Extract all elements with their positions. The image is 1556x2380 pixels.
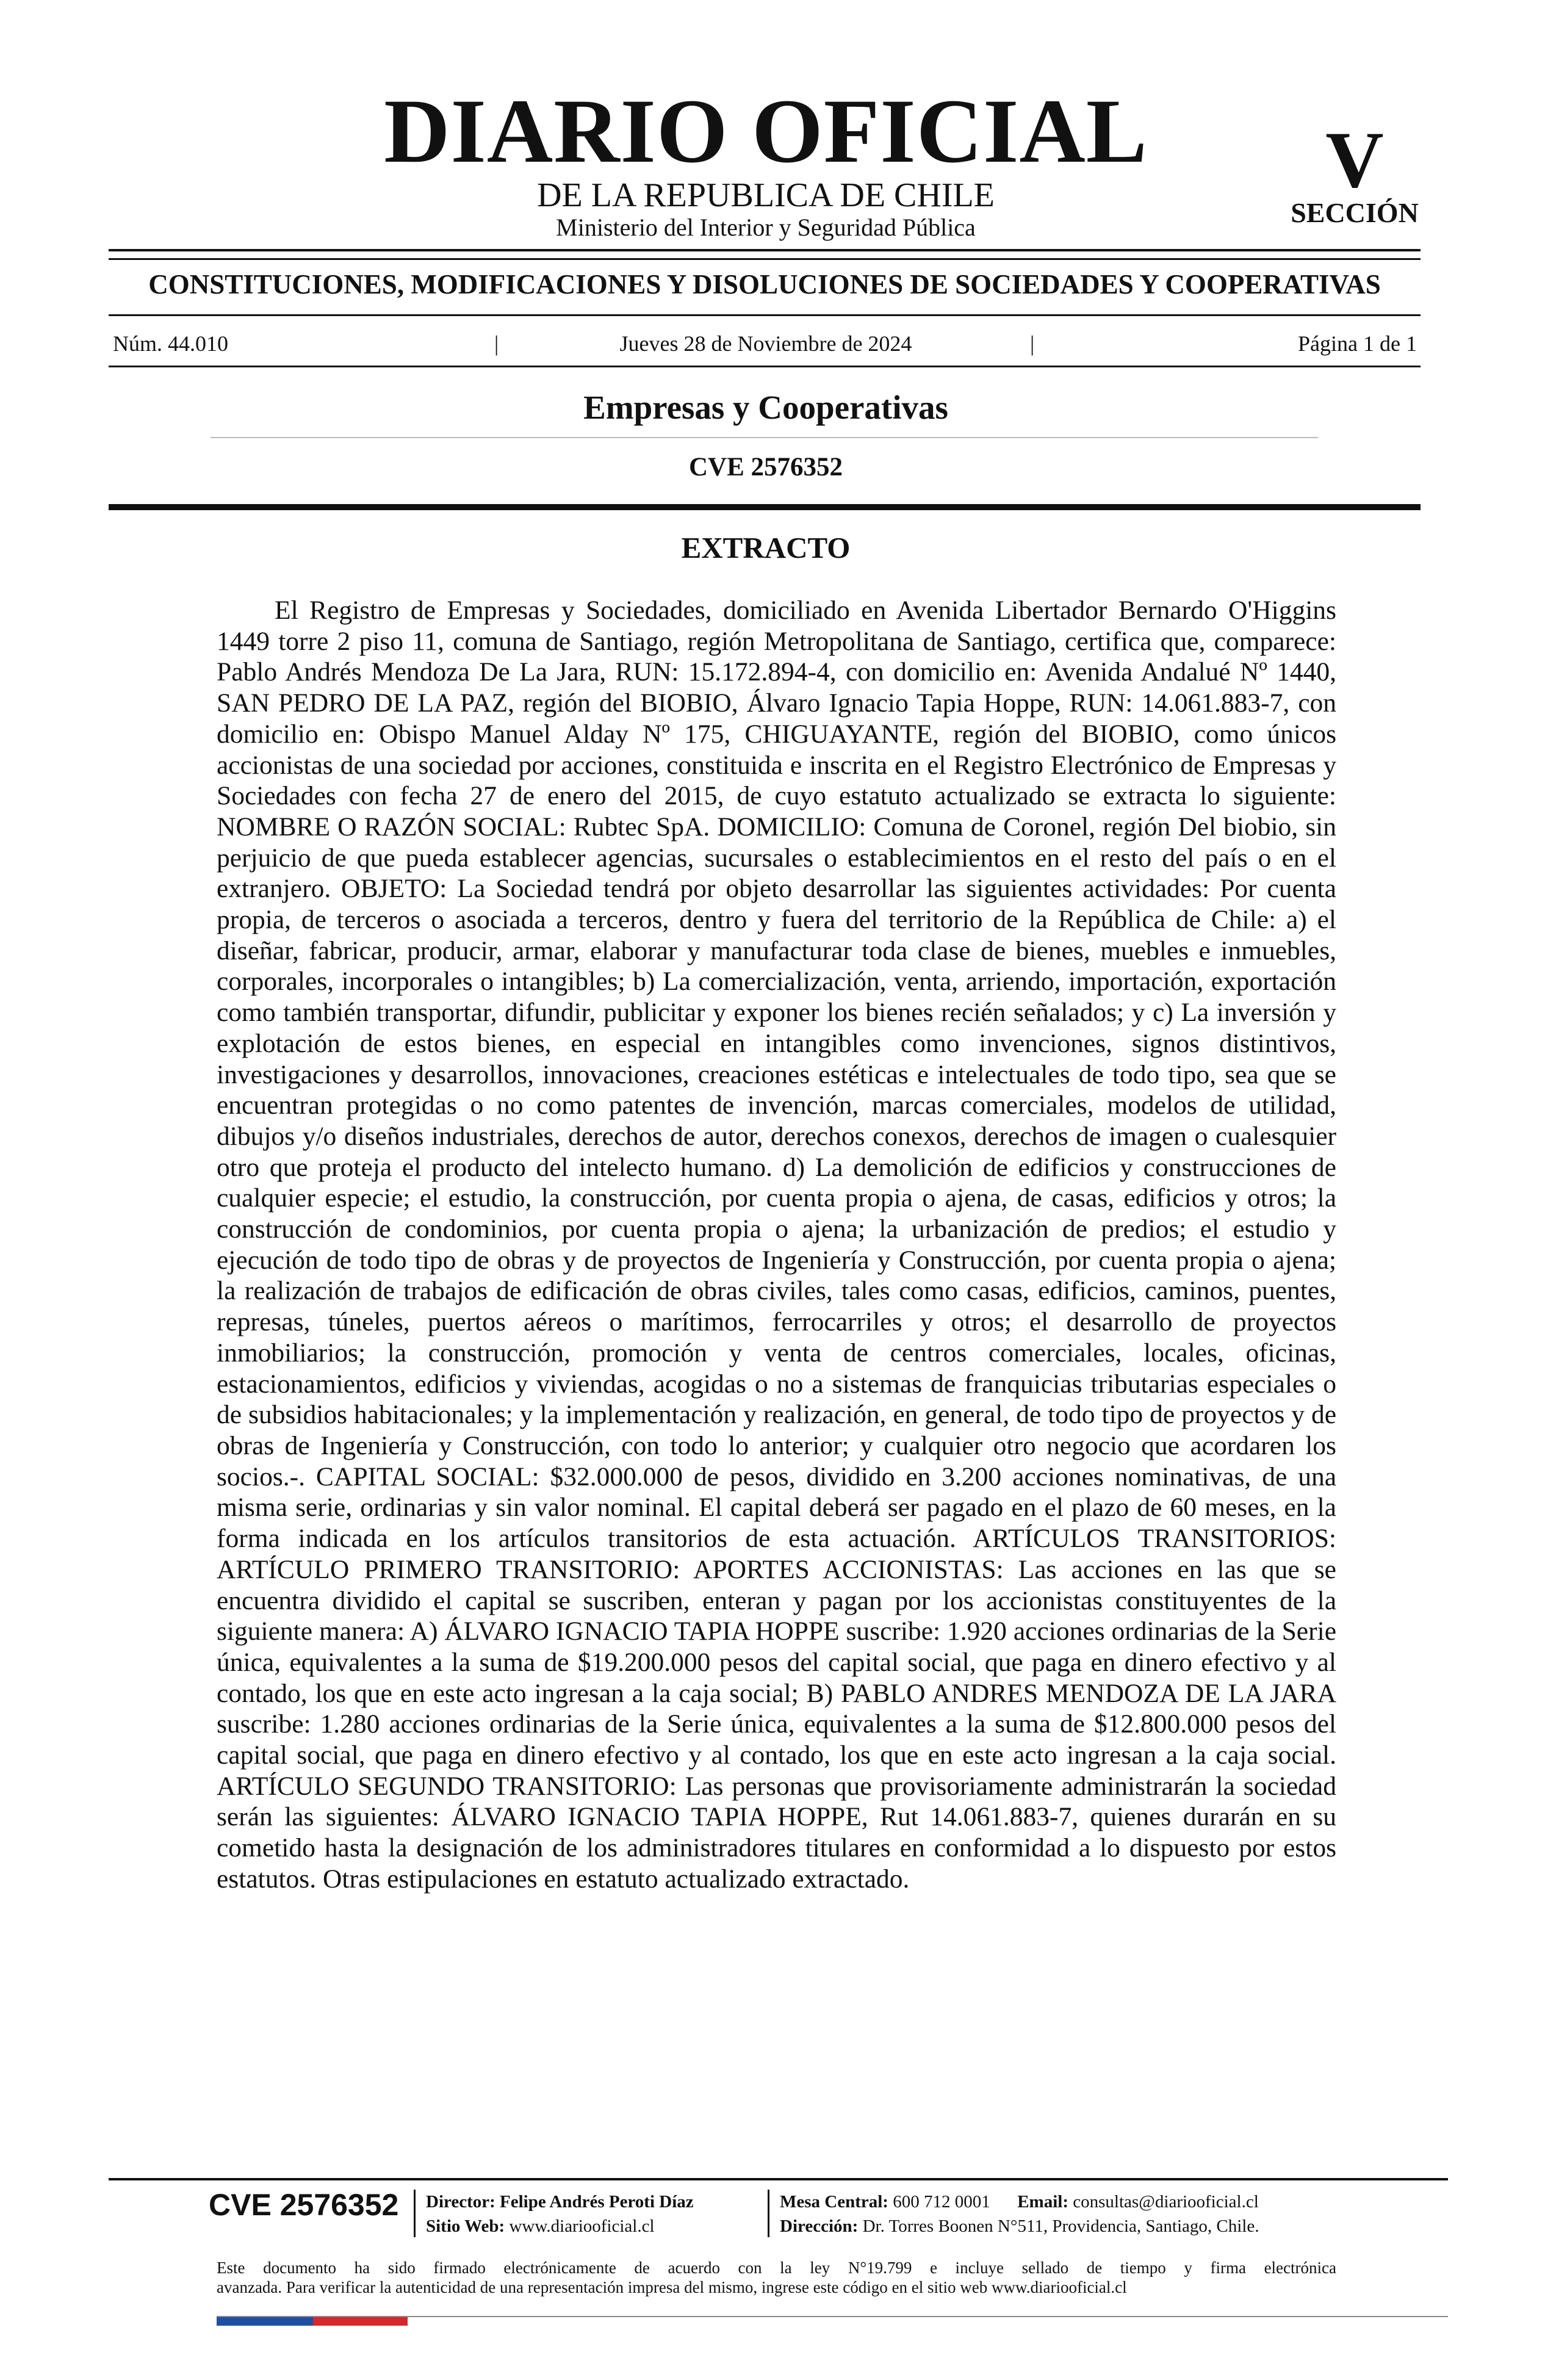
- section-heading: CONSTITUCIONES, MODIFICACIONES Y DISOLUCIONES DE SOCIEDADES Y COOPERATIVAS: [148, 269, 1381, 300]
- flag-bar-red: [313, 2317, 408, 2326]
- section-heading-rule-top: [109, 258, 1421, 260]
- footer-phone-value: 600 712 0001: [893, 2192, 990, 2212]
- footer-divider: [768, 2190, 769, 2237]
- footer-legal-line-1: Este documento ha sido firmado electrónicamente de acuerdo con la ley N°19.799 e incluye sellado de tiempo y firma electrónica: [217, 2259, 1336, 2277]
- footer-director: [426, 2193, 694, 2211]
- extract-title: EXTRACTO: [681, 531, 851, 564]
- footer-website-link[interactable]: www.diariooficial.cl: [509, 2216, 655, 2236]
- section-number: V: [1325, 115, 1384, 204]
- category-rule: [211, 437, 1318, 438]
- footer-email-link[interactable]: consultas@diariooficial.cl: [1073, 2192, 1259, 2212]
- footer-phone-label: Mesa Central:: [780, 2192, 888, 2212]
- footer-website-label: Sitio Web:: [426, 2216, 505, 2236]
- category-title: Empresas y Cooperativas: [583, 389, 948, 426]
- cve-code: CVE 2576352: [688, 453, 843, 481]
- flag-bar-blue: [217, 2317, 313, 2326]
- footer-legal-line-2: avanzada. Para verificar la autenticidad de una representación impresa del mismo, ingrese este código en el sitio web www.diariooficial.cl: [217, 2278, 1127, 2296]
- masthead-subtitle: DE LA REPUBLICA DE CHILE: [537, 176, 995, 214]
- issue-number: Núm. 44.010: [113, 331, 228, 356]
- masthead-title: DIARIO OFICIAL: [384, 81, 1148, 182]
- page-indicator: Página 1 de 1: [1298, 331, 1417, 356]
- footer-director-label: Director:: [426, 2192, 495, 2212]
- footer-contact: [780, 2193, 1259, 2211]
- footer-rule: [109, 2178, 1448, 2180]
- footer-cve-code: CVE 2576352: [209, 2188, 399, 2222]
- footer-divider: [414, 2190, 416, 2237]
- issue-date: Jueves 28 de Noviembre de 2024: [619, 331, 912, 356]
- footer-website: [426, 2218, 655, 2235]
- extract-body: El Registro de Empresas y Sociedades, domiciliado en Avenida Libertador Bernardo O'Higgins 1449 torre 2 piso 11, comuna de Santiago, región Metropolitana de Santiago, certifica que, comparece: Pablo Andrés Mendoza De La Jara, RUN: 15.172.894-4, con domicilio en: Avenida Andalué Nº 1440, SAN PEDRO DE LA PAZ, región del BIOBIO, Álvaro Ignacio Tapia Hoppe, RUN: 14.061.883-7, con domicilio en: Obispo Manuel Alday Nº 175, CHIGUAYANTE, región del BIOBIO, como únicos accionistas de una sociedad por acciones, constituida e inscrita en el Registro Electrónico de Empresas y Sociedades con fecha 27 de enero del 2015, de cuyo estatuto actualizado se extracta lo siguiente: NOMBRE O RAZÓN SOCIAL: Rubtec SpA. DOMICILIO: Comuna de Coronel, región Del biobio, sin perjuicio de que pueda establecer agencias, sucursales o establecimientos en el resto del país o en el extranjero. OBJETO: La Sociedad tendrá por objeto desarrollar las siguientes actividades: Por cuenta propia, de terceros o asociada a terceros, dentro y fuera del territorio de la República de Chile: a) el diseñar, fabricar, producir, armar, elaborar y manufacturar toda clase de bienes, muebles e inmuebles, corporales, incorporales o intangibles; b) La comercialización, venta, arriendo, importación, exportación como también transportar, difundir, publicitar y exponer los bienes recién señalados; y c) La inversión y explotación de estos bienes, en especial en intangibles como invenciones, signos distintivos, investigaciones y desarrollos, innovaciones, creaciones estéticas e intelectuales de todo tipo, sea que se encuentran protegidas o no como patentes de invención, marcas comerciales, modelos de utilidad, dibujos y/o diseños industriales, derechos de autor, derechos conexos, derechos de imagen o cualesquier otro que proteja el producto del intelecto humano. d) La demolición de edificios y construcciones de cualquier especie; el estudio, la construcción, por cuenta propia o ajena, de casas, edificios y otros; la construcción de condominios, por cuenta propia o ajena; la urbanización de predios; el estudio y ejecución de todo tipo de obras y de proyectos de Ingeniería y Construcción, por cuenta propia o ajena; la realización de trabajos de edificación de obras civiles, tales como casas, edificios, caminos, puentes, represas, túneles, puertos aéreos o marítimos, ferrocarriles y otros; el desarrollo de proyectos inmobiliarios; la construcción, promoción y venta de centros comerciales, locales, oficinas, estacionamientos, edificios y viviendas, acogidas o no a sistemas de franquicias tributarias especiales o de subsidios habitacionales; y la implementación y realización, en general, de todo tipo de proyectos y de obras de Ingeniería y Construcción, con todo lo anterior; y cualquier otro negocio que acordaren los socios.-. CAPITAL SOCIAL: $32.000.000 de pesos, dividido en 3.200 acciones nominativas, de una misma serie, ordinarias y sin valor nominal. El capital deberá ser pagado en el plazo de 60 meses, en la forma indicada en los artículos transitorios de esta actuación. ARTÍCULOS TRANSITORIOS: ARTÍCULO PRIMERO TRANSITORIO: APORTES ACCIONISTAS: Las acciones en las que se encuentra dividido el capital se suscriben, enteran y pagan por los accionistas constituyentes de la siguiente manera: A) ÁLVARO IGNACIO TAPIA HOPPE suscribe: 1.920 acciones ordinarias de la Serie única, equivalentes a la suma de $19.200.000 pesos del capital social, que paga en dinero efectivo y al contado, los que en este acto ingresan a la caja social; B) PABLO ANDRES MENDOZA DE LA JARA suscribe: 1.280 acciones ordinarias de la Serie única, equivalentes a la suma de $12.800.000 pesos del capital social, que paga en dinero efectivo y al contado, los que en este acto ingresan a la caja social. ARTÍCULO SEGUNDO TRANSITORIO: Las personas que provisoriamente administrarán la sociedad serán las siguientes: ÁLVARO IGNACIO TAPIA HOPPE, Rut 14.061.883-7, quienes durarán en su cometido hasta la designación de los administradores titulares en conformidad a lo dispuesto por estos estatutos. Otras estipulaciones en estatuto actualizado extractado.: [217, 596, 1336, 1894]
- footer-address-label: Dirección:: [780, 2216, 859, 2236]
- footer-address-value: Dr. Torres Boonen N°511, Providencia, Santiago, Chile.: [862, 2216, 1259, 2236]
- info-separator: |: [494, 331, 499, 356]
- section-heading-rule-bottom: [109, 314, 1421, 316]
- info-bar-rule: [109, 366, 1421, 367]
- info-separator: |: [1030, 331, 1035, 356]
- masthead-ministry: Ministerio del Interior y Seguridad Pública: [556, 214, 976, 241]
- footer-email-label: Email:: [1017, 2192, 1068, 2212]
- masthead-rule: [109, 249, 1421, 251]
- footer-address: [780, 2218, 1259, 2235]
- cve-rule: [109, 504, 1421, 510]
- section-label: SECCIÓN: [1291, 197, 1419, 228]
- footer-director-value: Felipe Andrés Peroti Díaz: [500, 2192, 694, 2212]
